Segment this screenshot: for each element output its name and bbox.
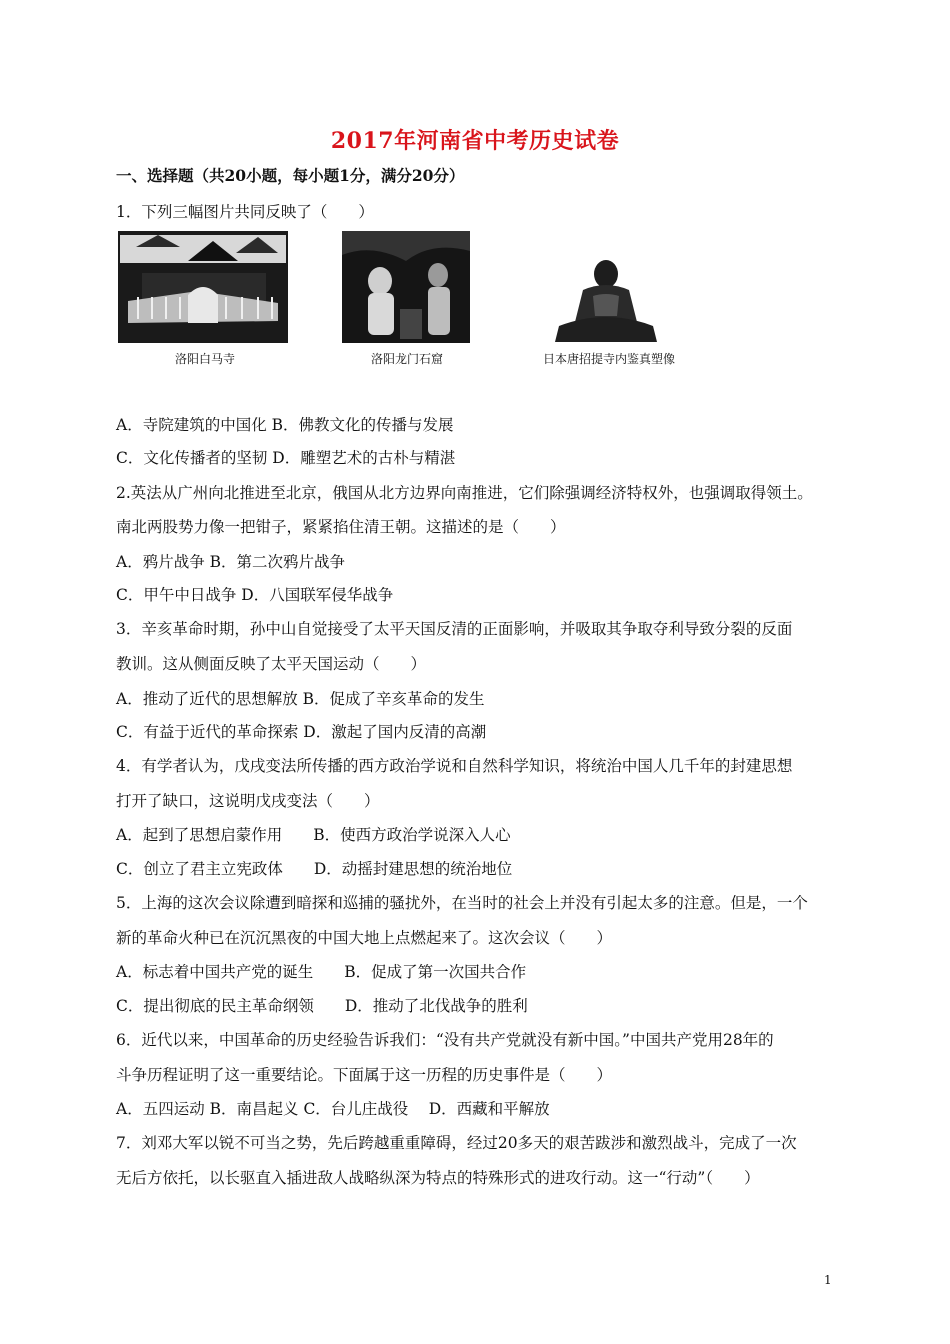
question-line: 打开了缺口，这说明戊戌变法（ ） (116, 792, 380, 810)
statue-photo (553, 256, 659, 346)
question-line: C．提出彻底的民主革命纲领 D．推动了北伐战争的胜利 (116, 997, 528, 1015)
exam-title: 2017年河南省中考历史试卷 (330, 128, 620, 154)
caption-temple: 洛阳白马寺 (174, 352, 235, 366)
question-line: A．推动了近代的思想解放 B．促成了辛亥革命的发生 (116, 690, 485, 708)
question-line: 4．有学者认为，戊戌变法所传播的西方政治学说和自然科学知识，将统治中国人几千年的封建思想 (116, 757, 793, 775)
question-line: 斗争历程证明了这一重要结论。下面属于这一历程的历史事件是（ ） (116, 1066, 613, 1084)
question-line: 7．刘邓大军以锐不可当之势，先后跨越重重障碍，经过20多天的艰苦跋涉和激烈战斗，完成了一次 (116, 1134, 797, 1152)
question-line: 2.英法从广州向北推进至北京，俄国从北方边界向南推进，它们除强调经济特权外，也强调取得领土。 (116, 484, 813, 502)
question-1-line: 1．下列三幅图片共同反映了（ ） (116, 203, 374, 221)
caption-statue: 日本唐招提寺内鉴真塑像 (542, 352, 675, 366)
question-line: A．五四运动 B．南昌起义 C．台儿庄战役 D．西藏和平解放 (116, 1100, 550, 1118)
temple-photo (118, 231, 288, 343)
question-line: C．甲午中日战争 D．八国联军侵华战争 (116, 586, 394, 604)
question-line: 无后方依托，以长驱直入插进敌人战略纵深为特点的特殊形式的进攻行动。这一“行动”（ ） (116, 1169, 760, 1187)
question-line: C．创立了君主立宪政体 D．动摇封建思想的统治地位 (116, 860, 513, 878)
question-line: 教训。这从侧面反映了太平天国运动（ ） (116, 655, 427, 673)
question-line: A．标志着中国共产党的诞生 B．促成了第一次国共合作 (116, 963, 527, 981)
page-number: 1 (824, 1273, 832, 1287)
grotto-photo (342, 231, 470, 343)
caption-grotto: 洛阳龙门石窟 (370, 352, 443, 366)
question-line: A．起到了思想启蒙作用 B．使西方政治学说深入人心 (116, 826, 511, 844)
question-line: 新的革命火种已在沉沉黑夜的中国大地上点燃起来了。这次会议（ ） (116, 929, 613, 947)
section-heading: 一、选择题（共20小题，每小题1分，满分20分） (116, 166, 465, 185)
question-line: 6．近代以来，中国革命的历史经验告诉我们：“没有共产党就没有新中国。”中国共产党用28年的 (116, 1031, 774, 1049)
question-line: 5．上海的这次会议除遭到暗探和巡捕的骚扰外，在当时的社会上并没有引起太多的注意。但是，一个 (116, 894, 808, 912)
question-line: A．鸦片战争 B．第二次鸦片战争 (116, 553, 346, 571)
question-line: 南北两股势力像一把钳子，紧紧掐住清王朝。这描述的是（ ） (116, 518, 566, 536)
question-line: A．寺院建筑的中国化 B．佛教文化的传播与发展 (116, 416, 454, 434)
question-line: C．有益于近代的革命探索 D．激起了国内反清的高潮 (116, 723, 487, 741)
question-line: 3．辛亥革命时期，孙中山自觉接受了太平天国反清的正面影响，并吸取其争取夺利导致分裂的反面 (116, 620, 793, 638)
question-line: C．文化传播者的坚韧 D．雕塑艺术的古朴与精湛 (116, 449, 456, 467)
